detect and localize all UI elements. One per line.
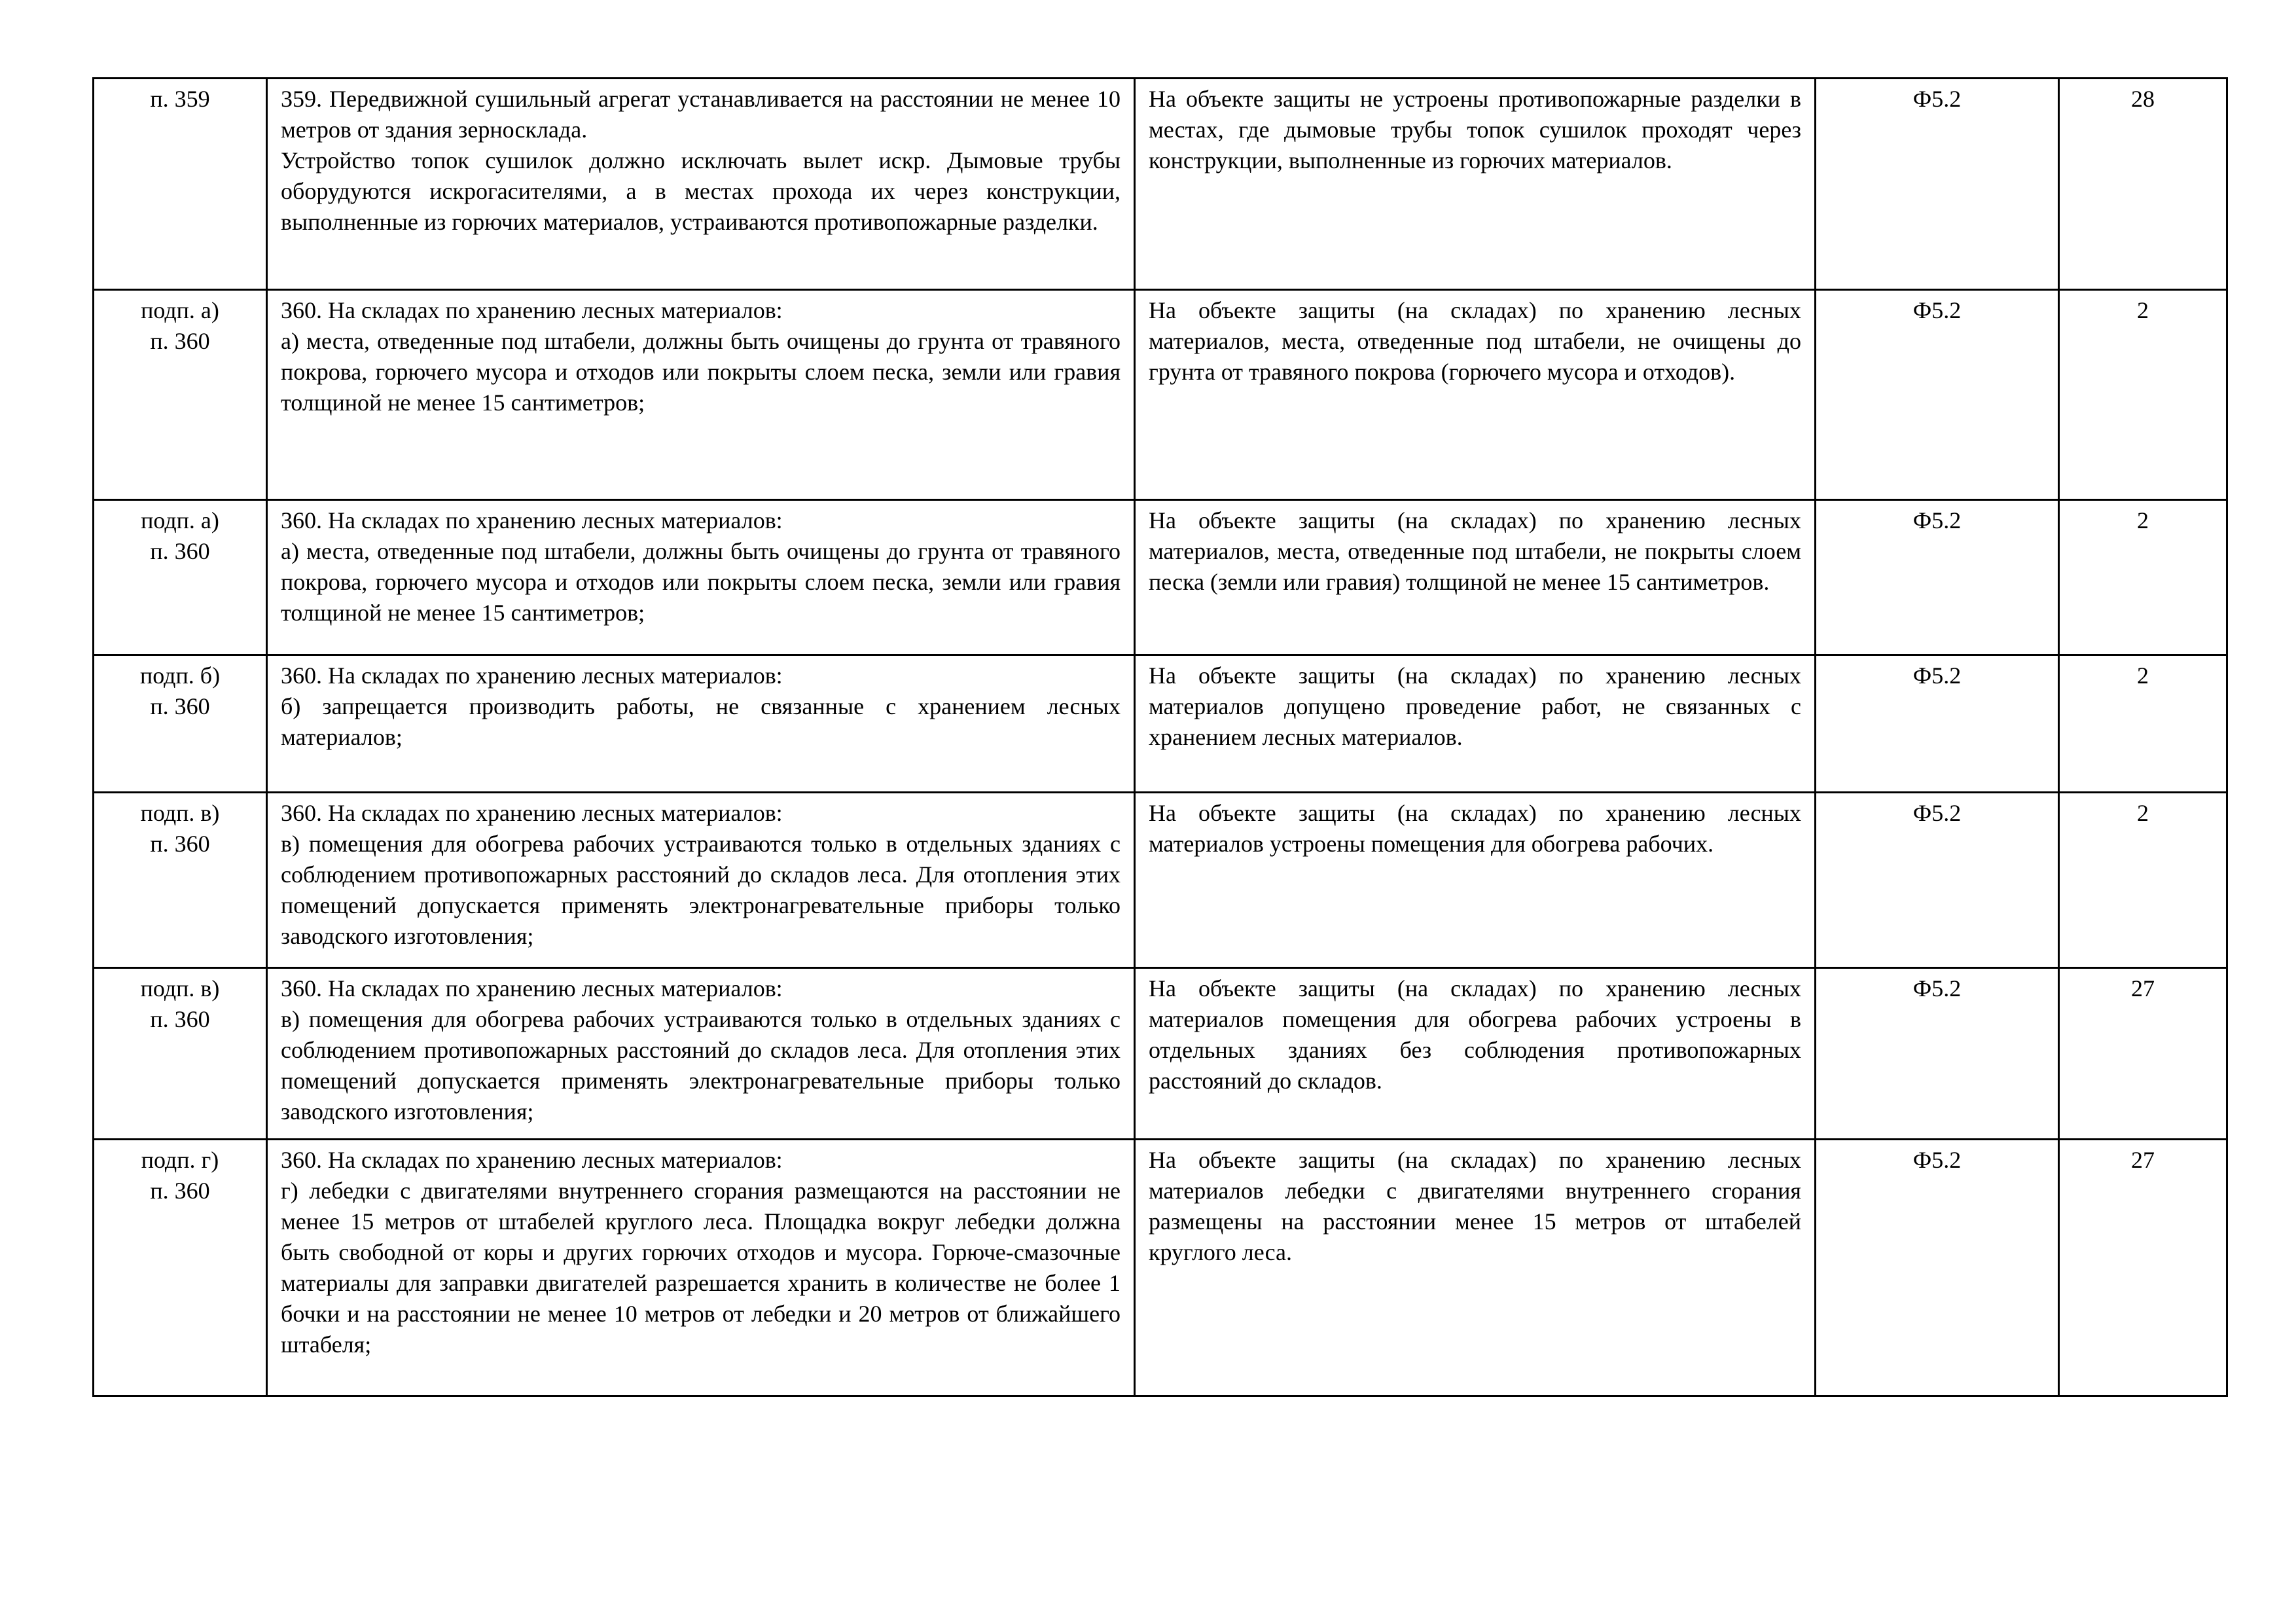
violation-text: На объекте защиты (на складах) по хранению лесных материалов лебедки с двигателями внутреннего сгорания размещены на расстоянии менее 15 метров от штабелей круглого леса. [1135,1140,1816,1396]
table-row [94,1140,2227,1396]
class-code: Ф5.2 [1816,79,2059,290]
clause-reference: подп. в) п. 360 [94,968,267,1140]
violation-text: На объекте защиты (на складах) по хранению лесных материалов устроены помещения для обогрева рабочих. [1135,793,1816,968]
clause-reference: подп. в) п. 360 [94,793,267,968]
clause-reference: подп. а) п. 360 [94,290,267,500]
requirement-text: 360. На складах по хранению лесных материалов: а) места, отведенные под штабели, должны быть очищены до грунта от травяного покрова, горючего мусора и отходов или покрыты слоем песка, земли или гравия толщиной не менее 15 сантиметров; [267,500,1135,655]
clause-reference: подп. б) п. 360 [94,655,267,793]
class-code: Ф5.2 [1816,500,2059,655]
clause-reference: подп. а) п. 360 [94,500,267,655]
violation-text: На объекте защиты (на складах) по хранению лесных материалов, места, отведенные под штабели, не покрыты слоем песка (земли или гравия) толщиной не менее 15 сантиметров. [1135,500,1816,655]
class-code: Ф5.2 [1816,655,2059,793]
requirement-text: 360. На складах по хранению лесных материалов: а) места, отведенные под штабели, должны быть очищены до грунта от травяного покрова, горючего мусора и отходов или покрыты слоем песка, земли или гравия толщиной не менее 15 сантиметров; [267,290,1135,500]
clause-reference: п. 359 [94,79,267,290]
violation-text: На объекте защиты (на складах) по хранению лесных материалов допущено проведение работ, не связанных с хранением лесных материалов. [1135,655,1816,793]
violation-text: На объекте защиты (на складах) по хранению лесных материалов, места, отведенные под штабели, не очищены до грунта от травяного покрова (горючего мусора и отходов). [1135,290,1816,500]
table-row [94,655,2227,793]
requirement-text: 360. На складах по хранению лесных материалов: б) запрещается производить работы, не связанные с хранением лесных материалов; [267,655,1135,793]
table-row [94,793,2227,968]
table-row [94,500,2227,655]
table-row [94,290,2227,500]
requirement-text: 360. На складах по хранению лесных материалов: в) помещения для обогрева рабочих устраиваются только в отдельных зданиях с соблюдением противопожарных расстояний до складов леса. Для отопления этих помещений допускается применять электронагревательные приборы только заводского изготовления; [267,793,1135,968]
requirements-table [92,77,2228,1397]
item-number: 2 [2059,500,2227,655]
item-number: 28 [2059,79,2227,290]
requirement-text: 360. На складах по хранению лесных материалов: в) помещения для обогрева рабочих устраиваются только в отдельных зданиях с соблюдением противопожарных расстояний до складов леса. Для отопления этих помещений допускается применять электронагревательные приборы только заводского изготовления; [267,968,1135,1140]
violation-text: На объекте защиты не устроены противопожарные разделки в местах, где дымовые трубы топок сушилок проходят через конструкции, выполненные из горючих материалов. [1135,79,1816,290]
item-number: 2 [2059,655,2227,793]
table-row [94,79,2227,290]
item-number: 27 [2059,1140,2227,1396]
violation-text: На объекте защиты (на складах) по хранению лесных материалов помещения для обогрева рабочих устроены в отдельных зданиях без соблюдения противопожарных расстояний до складов. [1135,968,1816,1140]
table-row [94,968,2227,1140]
class-code: Ф5.2 [1816,793,2059,968]
item-number: 2 [2059,290,2227,500]
item-number: 27 [2059,968,2227,1140]
requirement-text: 359. Передвижной сушильный агрегат устанавливается на расстоянии не менее 10 метров от здания зерносклада. Устройство топок сушилок должно исключать вылет искр. Дымовые трубы оборудуются искрогасителями, а в местах прохода их через конструкции, выполненные из горючих материалов, устраиваются противопожарные разделки. [267,79,1135,290]
class-code: Ф5.2 [1816,290,2059,500]
class-code: Ф5.2 [1816,968,2059,1140]
class-code: Ф5.2 [1816,1140,2059,1396]
clause-reference: подп. г) п. 360 [94,1140,267,1396]
requirement-text: 360. На складах по хранению лесных материалов: г) лебедки с двигателями внутреннего сгорания размещаются на расстоянии не менее 15 метров от штабелей круглого леса. Площадка вокруг лебедки должна быть свободной от коры и других горючих отходов и мусора. Горюче-смазочные материалы для заправки двигателей разрешается хранить в количестве не более 1 бочки и на расстоянии не менее 10 метров от лебедки и 20 метров от ближайшего штабеля; [267,1140,1135,1396]
item-number: 2 [2059,793,2227,968]
